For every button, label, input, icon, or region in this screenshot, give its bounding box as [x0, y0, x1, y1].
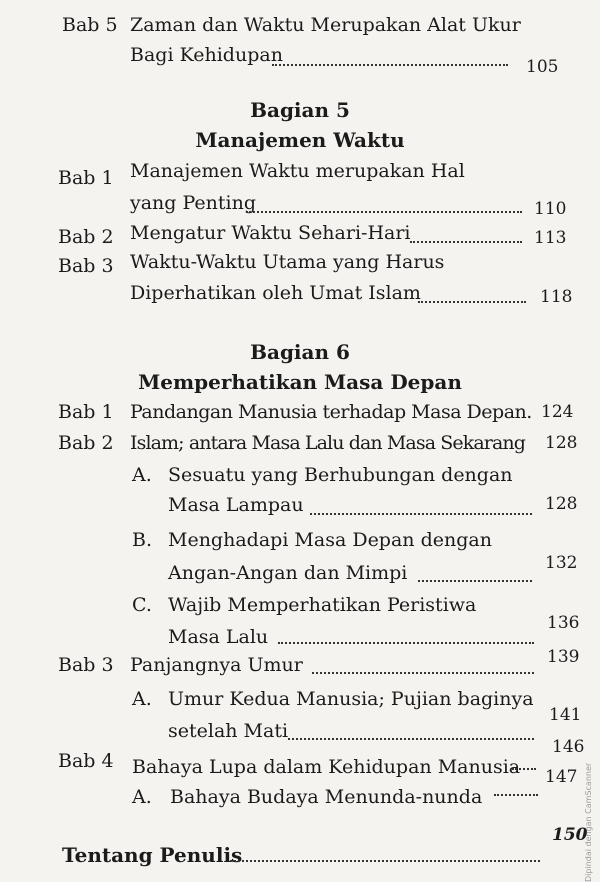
about-author-title: Tentang Penulis [62, 843, 243, 867]
subentry-marker: A. [132, 464, 152, 486]
bab-label: Bab 3 [58, 654, 114, 676]
leader-dots [418, 578, 532, 582]
leader-dots [288, 736, 534, 740]
entry-title: Bahaya Lupa dalam Kehidupan Manusia [132, 756, 521, 778]
leader-dots [418, 299, 526, 303]
entry-title: Panjangnya Umur [130, 654, 303, 676]
subentry-title-cont: setelah Mati [168, 720, 289, 742]
page-number: 118 [540, 287, 573, 307]
leader-dots [230, 858, 540, 862]
bab-label: Bab 4 [58, 750, 114, 772]
subentry-title: Bahaya Budaya Menunda-nunda [170, 786, 483, 808]
scanner-watermark: Dipindai dengan CamScanner [584, 762, 593, 882]
subentry-marker: C. [132, 594, 152, 616]
page-number: 139 [547, 647, 580, 667]
bab-label: Bab 1 [58, 401, 114, 423]
subentry-title-cont: Angan-Angan dan Mimpi [168, 562, 408, 584]
page-number: 128 [545, 494, 578, 514]
subentry-title-cont: Masa Lampau [168, 494, 304, 516]
bab-label: Bab 5 [62, 14, 118, 36]
subentry-marker: A. [132, 786, 152, 808]
leader-dots [310, 511, 532, 515]
page-number: 113 [534, 228, 567, 248]
leader-dots [512, 766, 536, 770]
leader-dots [246, 209, 522, 213]
entry-title: Mengatur Waktu Sehari-Hari [130, 222, 411, 244]
subentry-marker: A. [132, 688, 152, 710]
entry-title-cont: Diperhatikan oleh Umat Islam [130, 282, 421, 304]
section-subtitle: Manajemen Waktu [195, 128, 405, 152]
section-title: Bagian 5 [250, 98, 350, 122]
entry-title-cont: Bagi Kehidupan [130, 44, 283, 66]
page-number: 132 [545, 553, 578, 573]
subentry-title: Umur Kedua Manusia; Pujian baginya [168, 688, 534, 710]
page-number: 110 [534, 199, 567, 219]
subentry-marker: B. [132, 529, 153, 551]
leader-dots [494, 792, 538, 796]
entry-title: Islam; antara Masa Lalu dan Masa Sekarang [130, 432, 525, 454]
entry-title: Zaman dan Waktu Merupakan Alat Ukur [130, 14, 521, 36]
subentry-title: Sesuatu yang Berhubungan dengan [168, 464, 513, 486]
entry-title-cont: yang Penting [130, 192, 257, 214]
leader-dots [312, 670, 534, 674]
page-number: 128 [545, 433, 578, 453]
section-subtitle: Memperhatikan Masa Depan [138, 370, 462, 394]
entry-title: Waktu-Waktu Utama yang Harus [130, 251, 445, 273]
leader-dots [410, 239, 522, 243]
page-number: 141 [549, 705, 582, 725]
leader-dots [278, 640, 534, 644]
subentry-title: Menghadapi Masa Depan dengan [168, 529, 492, 551]
entry-title: Manajemen Waktu merupakan Hal [130, 160, 465, 182]
bab-label: Bab 2 [58, 432, 114, 454]
section-title: Bagian 6 [250, 340, 350, 364]
page-number: 146 [552, 737, 585, 757]
entry-title: Pandangan Manusia terhadap Masa Depan. [130, 401, 532, 423]
page-number: 124 [541, 402, 574, 422]
leader-dots [272, 62, 508, 66]
page-number: 150 [552, 825, 588, 845]
subentry-title-cont: Masa Lalu [168, 626, 269, 648]
bab-label: Bab 2 [58, 226, 114, 248]
page-number: 147 [545, 767, 578, 787]
bab-label: Bab 1 [58, 167, 114, 189]
bab-label: Bab 3 [58, 255, 114, 277]
page-number: 105 [526, 57, 559, 77]
page-number: 136 [547, 613, 580, 633]
subentry-title: Wajib Memperhatikan Peristiwa [168, 594, 477, 616]
